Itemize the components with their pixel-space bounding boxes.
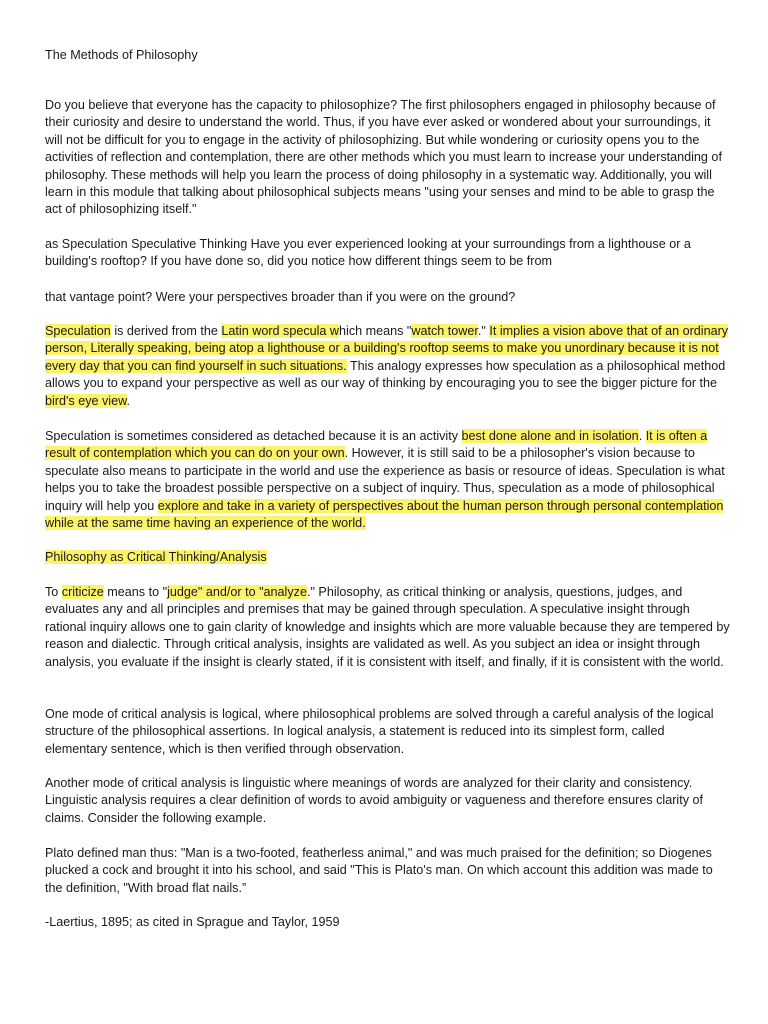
highlighted-text: It implies a vision above that of an ordinary person, Literally speaking, being atop a lighthouse or a building's rooftop seems to make you unordinary because it is not every day that you can find yourself in such situations.: [45, 324, 729, 373]
plato-quote-paragraph: Plato defined man thus: "Man is a two-footed, featherless animal," and was much praised for the definition; so Diogenes plucked a cock and brought it into his school, and said "This is Plato's man. On which account this addition was made to the definition, "With broad flat nails.”: [45, 846, 713, 895]
highlighted-text: best done alone and in isolation: [461, 429, 639, 443]
text-run: Speculation is sometimes considered as detached because it is an activity: [45, 429, 462, 443]
highlighted-text: judge" and/or to "analyze: [167, 585, 307, 599]
speculation-detached-paragraph: [45, 428, 730, 532]
speculation-intro-paragraph: as Speculation Speculative Thinking Have you ever experienced looking at your surroundings from a lighthouse or a building's rooftop? If you have done so, did you notice how different things seem to be from: [45, 237, 691, 269]
highlighted-text: criticize: [61, 585, 104, 599]
highlighted-text: explore and take in a variety of perspectives about the human person through personal contemplation while at the same time having an experience of the world.: [45, 498, 724, 531]
text-run: To: [45, 585, 62, 599]
linguistic-analysis-paragraph: Another mode of critical analysis is linguistic where meanings of words are analyzed for their clarity and consistency. Linguistic analysis requires a clear definition of words to avoid ambiguity or vagueness and therefore ensures clarity of claims. Consider the following example.: [45, 776, 704, 825]
highlighted-text: Speculation: [45, 324, 111, 338]
highlighted-text: Latin word specula w: [221, 324, 340, 338]
criticize-paragraph: [45, 584, 730, 671]
text-run: means to ": [103, 585, 168, 599]
text-run: is derived from the: [110, 324, 222, 338]
intro-paragraph: Do you believe that everyone has the capacity to philosophize? The first philosophers engaged in philosophy because of their curiosity and desire to understand the world. Thus, if you have ever asked or wondered about your surroundings, it will not be difficult for you to engage in the activity of philosophizing. But while wondering or curiosity opens you to the activities of reflection and contemplation, there are other methods which you must learn to increase your understanding of philosophy. These methods will help you learn the process of doing philosophy in a systematic way. Additionally, you will learn in this module that talking about philosophical subjects means "using your senses and mind to be able to grasp the act of philosophizing itself.": [45, 98, 722, 217]
highlighted-text: bird's eye view: [45, 393, 127, 408]
text-run: .": [477, 324, 490, 338]
text-run: hich means ": [339, 324, 412, 338]
heading-highlight: Philosophy as Critical Thinking/Analysis: [45, 550, 267, 564]
text-run: .: [638, 429, 646, 443]
highlighted-text: watch tower: [411, 324, 478, 338]
text-run: ." Philosophy, as critical thinking or analysis, questions, judges, and evaluates any and all principles and premises that may be gained through speculation. A speculative insight through rational inquiry allows one to gain clarity of knowledge and insights which are more valuable because they are tempered by reason and dialectic. Through critical analysis, insights are validated as well. As you subject an idea or insight through analysis, you evaluate if the insight is clearly stated, if it is consistent with itself, and finally, if it is consistent with the world.: [45, 585, 730, 669]
document-title: The Methods of Philosophy: [45, 48, 198, 62]
vantage-point-paragraph: that vantage point? Were your perspectives broader than if you were on the ground?: [45, 290, 516, 304]
highlighted-text: It is often a result of contemplation which you can do on your own: [45, 429, 708, 461]
text-run: .: [126, 393, 131, 408]
text-run: . However, it is still said to be a philosopher's vision because to speculate also means to participate in the world and use the experience as basis or resource of ideas. Speculation is what helps you to take the broadest possible perspective on a subject of inquiry. Thus, speculation as a mode of philosophical inquiry will help you: [45, 446, 725, 513]
speculation-definition-paragraph: [45, 323, 730, 410]
citation: -Laertius, 1895; as cited in Sprague and Taylor, 1959: [45, 915, 340, 929]
logical-analysis-paragraph: One mode of critical analysis is logical, where philosophical problems are solved through a careful analysis of the logical structure of the philosophical assertions. In logical analysis, a statement is reduced into its simplest form, called elementary sentence, which is then verified through observation.: [45, 707, 714, 756]
critical-thinking-heading: [45, 549, 730, 566]
text-run: This analogy expresses how speculation as a philosophical method allows you to expand your perspective as well as our way of thinking by encouraging you to see the bigger picture for the: [45, 358, 726, 391]
